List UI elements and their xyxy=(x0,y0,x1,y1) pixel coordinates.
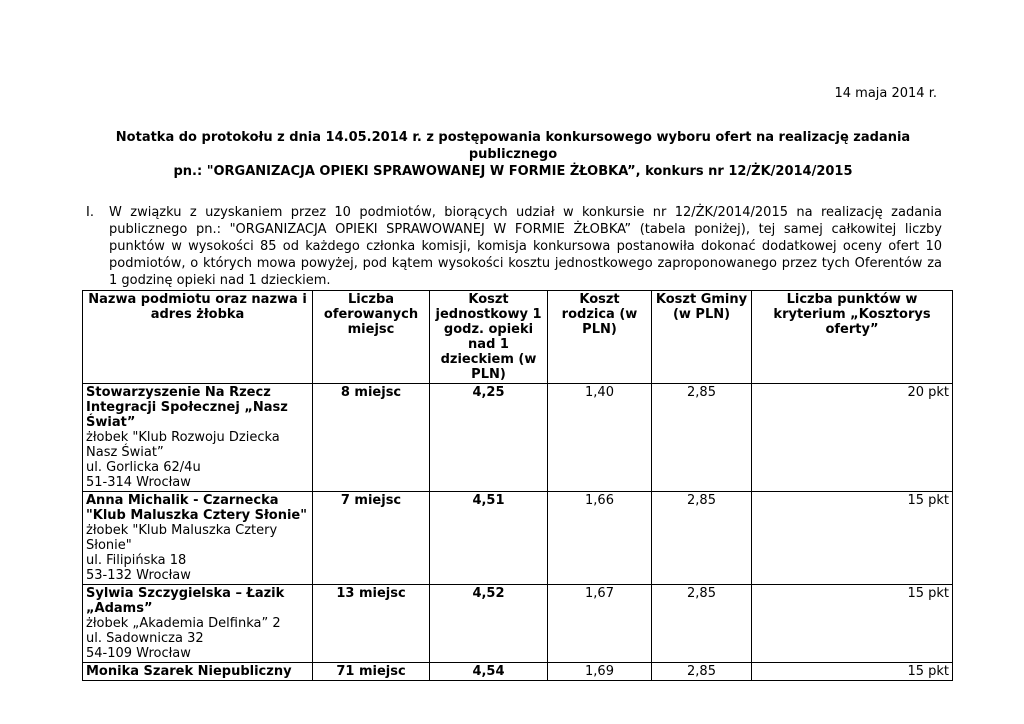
entity-cell xyxy=(83,585,313,663)
parent-cost-cell: 1,40 xyxy=(548,384,652,492)
table-row xyxy=(83,585,953,663)
parent-cost-cell: 1,67 xyxy=(548,585,652,663)
header-places: Liczba oferowanych miejsc xyxy=(313,291,430,384)
offers-table xyxy=(82,290,953,681)
entity-name: Sylwia Szczygielska – Łazik „Adams” xyxy=(86,586,285,616)
points-cell: 15 pkt xyxy=(752,663,953,681)
nursery-city: 53-132 Wrocław xyxy=(86,568,191,583)
unit-cost-cell: 4,25 xyxy=(430,384,548,492)
header-parent-cost: Koszt rodzica (w PLN) xyxy=(548,291,652,384)
entity-cell xyxy=(83,384,313,492)
city-cost-cell: 2,85 xyxy=(652,663,752,681)
nursery-name: żłobek "Klub Rozwoju Dziecka Nasz Świat” xyxy=(86,430,280,460)
places-cell: 13 miejsc xyxy=(313,585,430,663)
header-unit-cost: Koszt jednostkowy 1 godz. opieki nad 1 dzieckiem (w PLN) xyxy=(430,291,548,384)
entity-name: Monika Szarek Niepubliczny xyxy=(86,664,292,679)
points-cell: 20 pkt xyxy=(752,384,953,492)
city-cost-cell: 2,85 xyxy=(652,492,752,585)
unit-cost-cell: 4,54 xyxy=(430,663,548,681)
nursery-street: ul. Gorlicka 62/4u xyxy=(86,460,201,475)
points-cell: 15 pkt xyxy=(752,492,953,585)
table-header-row xyxy=(83,291,953,384)
parent-cost-cell: 1,66 xyxy=(548,492,652,585)
nursery-city: 51-314 Wrocław xyxy=(86,475,191,490)
title-line-2: pn.: "ORGANIZACJA OPIEKI SPRAWOWANEJ W FORMIE ŻŁOBKA”, konkurs nr 12/ŻK/2014/2015 xyxy=(173,164,853,179)
places-cell: 71 miejsc xyxy=(313,663,430,681)
entity-name: Anna Michalik - Czarnecka "Klub Maluszka Cztery Słonie" xyxy=(86,493,308,523)
nursery-street: ul. Sadownicza 32 xyxy=(86,631,204,646)
nursery-name: żłobek "Klub Maluszka Cztery Słonie" xyxy=(86,523,278,553)
nursery-name: żłobek „Akademia Delfinka” 2 xyxy=(86,616,281,631)
nursery-city: 54-109 Wrocław xyxy=(86,646,191,661)
unit-cost-cell: 4,51 xyxy=(430,492,548,585)
document-title xyxy=(80,129,946,180)
places-cell: 8 miejsc xyxy=(313,384,430,492)
title-line-1: Notatka do protokołu z dnia 14.05.2014 r. z postępowania konkursowego wyboru ofert na realizację zadania publicznego xyxy=(115,130,911,162)
points-cell: 15 pkt xyxy=(752,585,953,663)
section-1 xyxy=(86,204,942,289)
table-row xyxy=(83,384,953,492)
header-city-cost: Koszt Gminy (w PLN) xyxy=(652,291,752,384)
table-row xyxy=(83,663,953,681)
header-points: Liczba punktów w kryterium „Kosztorys oferty” xyxy=(752,291,953,384)
document-date: 14 maja 2014 r. xyxy=(834,86,937,101)
nursery-street: ul. Filipińska 18 xyxy=(86,553,187,568)
city-cost-cell: 2,85 xyxy=(652,384,752,492)
entity-cell xyxy=(83,492,313,585)
header-entity: Nazwa podmiotu oraz nazwa i adres żłobka xyxy=(83,291,313,384)
unit-cost-cell: 4,52 xyxy=(430,585,548,663)
table-row xyxy=(83,492,953,585)
entity-cell xyxy=(83,663,313,681)
parent-cost-cell: 1,69 xyxy=(548,663,652,681)
section-number: I. xyxy=(86,205,94,220)
places-cell: 7 miejsc xyxy=(313,492,430,585)
city-cost-cell: 2,85 xyxy=(652,585,752,663)
section-text: W związku z uzyskaniem przez 10 podmiotów, biorących udział w konkursie nr 12/ŻK/2014/2015 na realizację zadania publicznego pn.: "ORGANIZACJA OPIEKI SPRAWOWANEJ W FORMIE ŻŁOBKA” (tabela poniżej), tej samej całkowitej liczby punktów w wysokości 85 od każdego członka komisji, komisja konkursowa postanowiła dokonać dodatkowej oceny ofert 10 podmiotów, o których mowa powyżej, pod kątem wysokości kosztu jednostkowego zaproponowanego przez tych Oferentów za 1 godzinę opieki nad 1 dzieckiem. xyxy=(109,205,942,288)
entity-name: Stowarzyszenie Na Rzecz Integracji Społecznej „Nasz Świat” xyxy=(86,385,288,430)
